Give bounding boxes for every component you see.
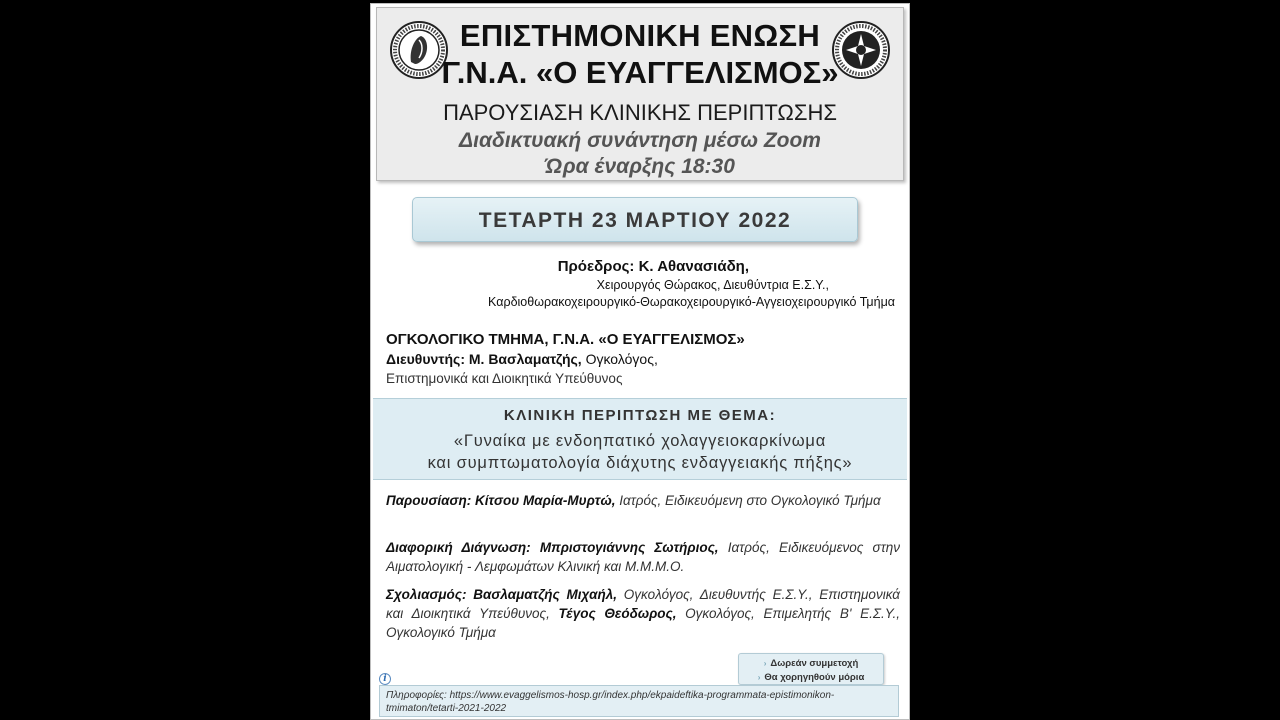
presentation-text: Ιατρός, Ειδικευόμενη στο Ογκολογικό Τμήμα (615, 493, 881, 508)
director-extra: Επιστημονικά και Διοικητικά Υπεύθυνος (386, 371, 623, 386)
comment-text-2: Ογκολόγος, Επιμελητής Β' Ε.Σ.Υ., Ογκολογικό Τμήμα (386, 606, 900, 640)
comment-text: Ογκολόγος, Διευθυντής Ε.Σ.Υ., Επιστημονικά και Διοικητικά Υπεύθυνος, (386, 587, 900, 621)
chevron-right-icon: › (757, 673, 761, 682)
presentation-label: Παρουσίαση: Κίτσου Μαρία-Μυρτώ, (386, 493, 616, 508)
case-title-line2: και συμπτωματολογία διάχυτης ενδαγγειακής πήξης» (427, 454, 853, 472)
comment-credit (386, 585, 900, 642)
case-title-line1: «Γυναίκα με ενδοηπατικό χολαγγειοκαρκίνωμα (453, 432, 827, 450)
diagnosis-credit (386, 538, 900, 576)
credit-points (739, 672, 883, 683)
poster-header (376, 7, 904, 181)
department-name: ΟΓΚΟΛΟΓΙΚΟ ΤΜΗΜΑ, Γ.Ν.Α. «Ο ΕΥΑΓΓΕΛΙΣΜΟΣ» (386, 331, 745, 348)
director-label: Διευθυντής: Μ. Βασλαματζής, (386, 351, 582, 367)
department-director (386, 351, 658, 367)
chair-department: Καρδιοθωρακοχειρουργικό-Θωρακοχειρουργικό-Αγγειοχειρουργικό Τμήμα (488, 295, 895, 309)
diagnosis-label: Διαφορική Διάγνωση: Μπριστογιάννης Σωτήριος, (386, 540, 719, 555)
comment-label-2: Τέγος Θεόδωρος, (558, 606, 677, 621)
online-meeting-note: Διαδικτυακή συνάντηση μέσω Zoom (459, 129, 821, 152)
chair-name: Πρόεδρος: Κ. Αθανασιάδη, (557, 258, 749, 275)
chair-role: Χειρουργός Θώρακος, Διευθύντρια Ε.Σ.Υ., (596, 278, 829, 292)
diagnosis-text: Ιατρός, Ειδικευόμενος στην Αιματολογική - Λεμφωμάτων Κλινική και Μ.Μ.Μ.Ο. (386, 540, 900, 574)
participation-badge (738, 653, 884, 685)
header-title-line1: ΕΠΙΣΤΗΜΟΝΙΚΗ ΕΝΩΣΗ (459, 18, 821, 53)
header-title-line2: Γ.Ν.Α. «Ο ΕΥΑΓΓΕΛΙΣΜΟΣ» (441, 55, 839, 90)
case-topic-box (373, 398, 907, 480)
free-participation-label: Δωρεάν συμμετοχή (770, 658, 859, 669)
credit-points-label: Θα χορηγηθούν μόρια (764, 672, 865, 683)
header-subtitle: ΠΑΡΟΥΣΙΑΣΗ ΚΛΙΝΙΚΗΣ ΠΕΡΙΠΤΩΣΗΣ (443, 100, 837, 125)
director-role: Ογκολόγος, (581, 351, 658, 367)
start-time: Ώρα έναρξης 18:30 (545, 155, 735, 178)
info-link[interactable]: Πληροφορίες: https://www.evaggelismos-hosp.gr/index.php/ekpaideftika-programmata-epistimonikon-tmimaton/tetarti-2021-2022 (379, 685, 899, 717)
info-icon: i (379, 673, 391, 685)
event-date: ΤΕΤΑΡΤΗ 23 ΜΑΡΤΙΟΥ 2022 (412, 197, 858, 242)
free-participation (739, 658, 883, 669)
chevron-right-icon: › (763, 659, 767, 668)
case-heading: ΚΛΙΝΙΚΗ ΠΕΡΙΠΤΩΣΗ ΜΕ ΘΕΜΑ: (503, 407, 777, 424)
comment-label: Σχολιασμός: Βασλαματζής Μιχαήλ, (386, 587, 617, 602)
event-poster (370, 3, 910, 720)
presentation-credit (386, 491, 900, 510)
